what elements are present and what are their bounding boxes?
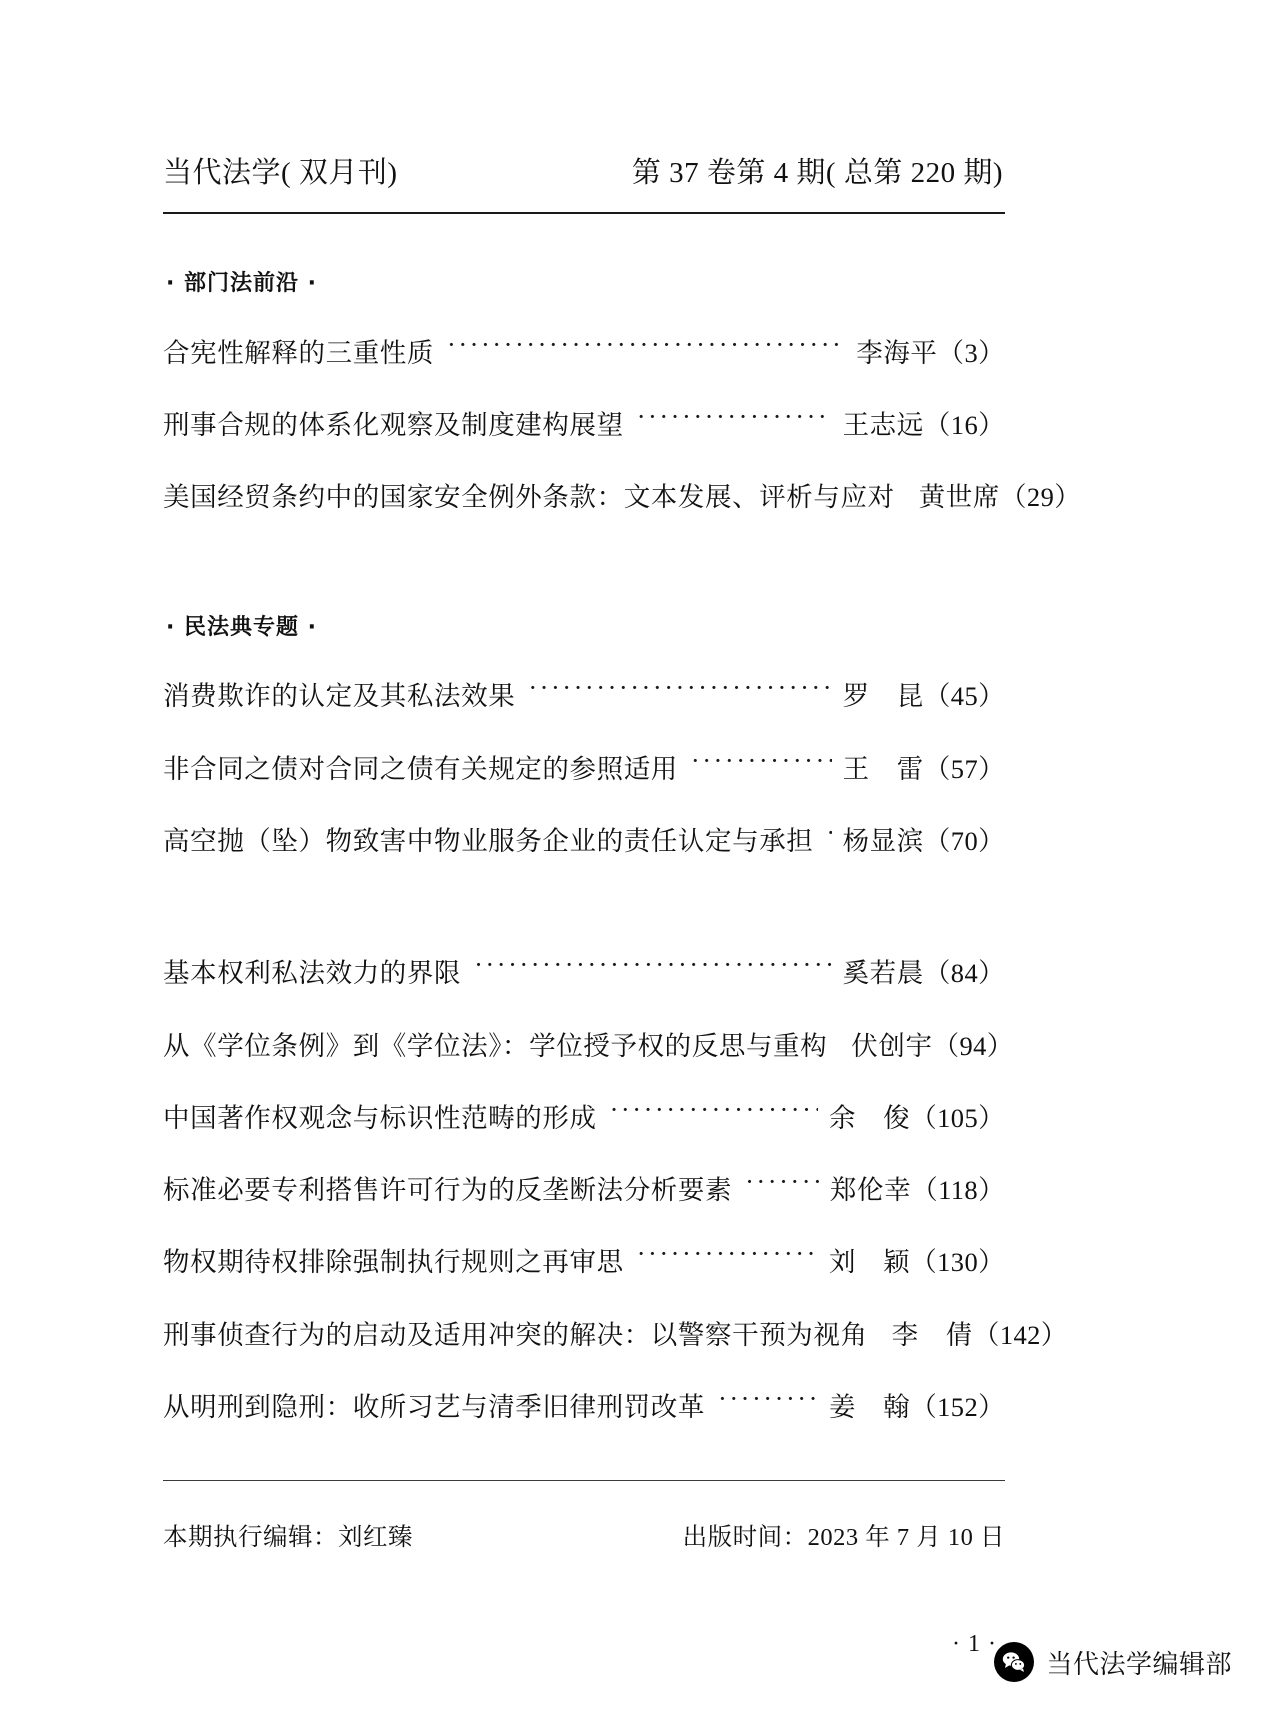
toc-entry[interactable]	[163, 407, 1005, 441]
leader-dots	[745, 1173, 819, 1200]
entry-author: 姜 翰	[828, 1392, 911, 1423]
entry-author: 伏创宇	[851, 1030, 933, 1061]
entry-page: （16）	[923, 409, 1005, 440]
entry-title: 消费欺诈的认定及其私法效果	[163, 681, 516, 712]
leader-dots	[528, 679, 831, 706]
entry-author: 王 雷	[842, 753, 924, 784]
section-heading: · 部门法前沿 ·	[166, 271, 318, 296]
entry-title: 非合同之债对合同之债有关规定的参照适用	[163, 753, 678, 784]
leader-dots	[610, 1100, 818, 1127]
toc-entry[interactable]	[163, 1028, 1014, 1062]
entry-title: 美国经贸条约中的国家安全例外条款：文本发展、评析与应对	[163, 482, 895, 513]
wechat-label: 当代法学编辑部	[1046, 1649, 1232, 1679]
entry-title: 基本权利私法效力的界限	[163, 958, 462, 989]
entry-meta	[829, 1103, 1005, 1135]
entry-page: （142）	[972, 1319, 1068, 1350]
entry-page: （57）	[923, 753, 1005, 784]
entry-meta	[851, 1031, 1013, 1063]
entry-page: （105）	[910, 1102, 1005, 1133]
entry-page: （29）	[1000, 482, 1082, 513]
entry-author: 李 倩	[891, 1319, 973, 1350]
publish-date: 出版时间：2023 年 7 月 10 日	[682, 1523, 1005, 1551]
entry-title: 刑事合规的体系化观察及制度建构展望	[163, 409, 624, 440]
entry-title: 刑事侦查行为的启动及适用冲突的解决：以警察干预为视角	[163, 1319, 868, 1350]
toc-entry[interactable]	[163, 1173, 1005, 1207]
toc-entry[interactable]	[163, 1245, 1005, 1279]
page-content	[163, 0, 1082, 1658]
entry-meta	[919, 482, 1081, 514]
entry-page: （3）	[937, 337, 1005, 368]
leader-dots	[447, 335, 845, 362]
entry-meta	[829, 1247, 1005, 1279]
entry-author: 李海平	[856, 337, 938, 368]
entry-author: 罗 昆	[842, 681, 924, 712]
entry-meta	[843, 826, 1005, 858]
toc-entry[interactable]	[163, 1100, 1005, 1134]
toc-entry[interactable]	[163, 823, 1005, 857]
toc-entry[interactable]	[163, 956, 1005, 990]
toc-entry[interactable]	[163, 335, 1005, 369]
entry-meta	[843, 681, 1005, 713]
entry-title: 高空抛（坠）物致害中物业服务企业的责任认定与承担	[163, 825, 814, 856]
header-divider	[163, 212, 1005, 214]
entry-meta	[830, 1175, 1005, 1207]
entry-author: 王志远	[842, 409, 924, 440]
page-number: · 1 ·	[952, 1630, 997, 1657]
section-heading: · 民法典专题 ·	[166, 614, 318, 640]
entry-page: （152）	[910, 1392, 1005, 1423]
entry-author: 杨显滨	[842, 825, 924, 856]
entry-title: 从明刑到隐刑：收所习艺与清季旧律刑罚改革	[163, 1392, 705, 1423]
footer-divider	[163, 1480, 1005, 1481]
sections-container	[163, 266, 1082, 1424]
masthead	[163, 150, 1005, 191]
entry-title: 物权期待权排除强制执行规则之再审思	[163, 1247, 624, 1278]
wechat-icon	[994, 1642, 1034, 1682]
entry-title: 标准必要专利搭售许可行为的反垄断法分析要素	[163, 1175, 733, 1206]
leader-dots	[691, 751, 832, 778]
toc-entry[interactable]	[163, 1390, 1005, 1424]
toc-entry[interactable]	[163, 679, 1005, 713]
entry-title: 合宪性解释的三重性质	[163, 337, 434, 368]
entry-page: （130）	[910, 1247, 1005, 1278]
entry-meta	[843, 958, 1005, 990]
leader-dots	[637, 1245, 818, 1272]
leader-dots	[718, 1390, 818, 1417]
entry-page: （118）	[911, 1175, 1005, 1206]
entry-author: 郑伦幸	[829, 1175, 912, 1206]
journal-title: 当代法学( 双月刊)	[163, 157, 398, 189]
leader-dots	[826, 823, 831, 850]
toc-entry[interactable]	[163, 1317, 1068, 1351]
wechat-badge	[994, 1642, 1232, 1682]
toc-entry[interactable]	[163, 751, 1005, 785]
section-spacer	[163, 858, 1005, 918]
entry-author: 奚若晨	[842, 958, 924, 989]
entry-title: 从《学位条例》到《学位法》：学位授予权的反思与重构	[163, 1030, 828, 1061]
entry-title: 中国著作权观念与标识性范畴的形成	[163, 1102, 597, 1133]
entry-author: 刘 颖	[828, 1247, 911, 1278]
entry-page: （70）	[923, 825, 1005, 856]
entry-meta	[843, 754, 1005, 786]
issue-designation: 第 37 卷第 4 期( 总第 220 期)	[631, 157, 1003, 189]
entry-meta	[829, 1392, 1005, 1424]
entry-author: 余 俊	[828, 1102, 911, 1133]
leader-dots	[637, 407, 832, 434]
toc-entry[interactable]	[163, 480, 1082, 514]
entry-meta	[892, 1320, 1068, 1352]
issue-editor: 本期执行编辑：刘红臻	[163, 1523, 413, 1551]
footer	[163, 1518, 1005, 1553]
entry-meta	[843, 410, 1005, 442]
entry-page: （45）	[923, 681, 1005, 712]
entry-page: （94）	[932, 1030, 1014, 1061]
entry-author: 黄世席	[918, 482, 1001, 513]
entry-page: （84）	[923, 958, 1005, 989]
entry-meta	[856, 338, 1005, 370]
leader-dots	[474, 956, 831, 983]
